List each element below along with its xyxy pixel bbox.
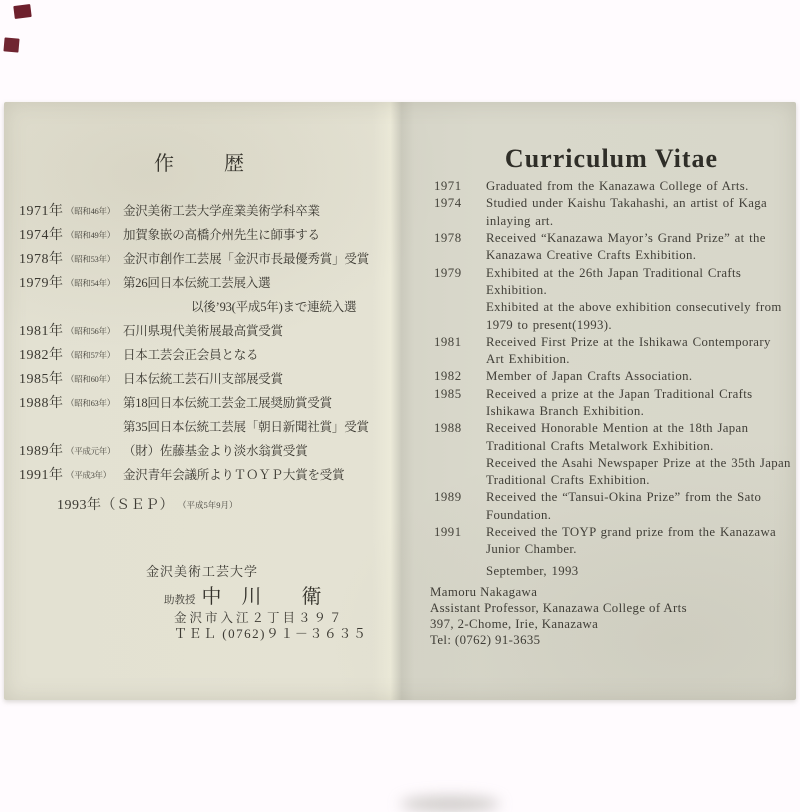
cv-entry-year: 1988 — [434, 421, 462, 436]
cv-entry-text: Exhibition. — [486, 282, 548, 297]
jp-entry-year: 1982年 — [19, 348, 64, 363]
jp-entry-text: 金沢青年会議所よりＴＯＹＰ大賞を受賞 — [123, 468, 345, 482]
cv-entry-text: Junior Chamber. — [486, 542, 577, 557]
cv-entry-text: Received First Prize at the Ishikawa Contemporary — [486, 334, 771, 349]
cv-footer-line: Tel: (0762) 91-3635 — [430, 633, 541, 647]
jp-entry-text: 第35回日本伝統工芸展「朝日新聞社賞」受賞 — [123, 420, 369, 434]
cv-footer-line: Assistant Professor, Kanazawa College of Arts — [430, 601, 688, 615]
jp-entry-year: 1981年 — [19, 324, 64, 339]
jp-entry-era: （平成元年） — [66, 446, 116, 456]
cv-entry-year: 1991 — [434, 525, 462, 540]
cv-entry-text: Foundation. — [486, 507, 552, 522]
cv-entry-text: Received “Kanazawa Mayor’s Grand Prize” at the — [486, 231, 766, 246]
cv-entry-line — [434, 351, 794, 368]
jp-date-main: 1993年（ＳＥＰ） — [57, 498, 174, 513]
cv-footer-line: 397, 2-Chome, Irie, Kanazawa — [430, 617, 599, 631]
jp-entry-text: 石川県現代美術展最高賞受賞 — [123, 324, 283, 338]
cv-footer-line: Mamoru Nakagawa — [430, 585, 538, 599]
jp-entry-text: 以後’93(平成5年)まで連続入選 — [191, 300, 357, 314]
jp-entry-era: （昭和53年） — [66, 254, 115, 264]
stamp-mark-icon — [13, 4, 31, 19]
jp-entry-year: 1979年 — [19, 276, 64, 291]
cv-entry-line — [434, 213, 794, 230]
jp-entry-list — [4, 198, 399, 486]
cv-entry-text: Art Exhibition. — [486, 352, 570, 367]
cv-entry-text: Received the “Tansui-Okina Prize” from the Sato — [486, 490, 762, 505]
cv-entry-line — [434, 386, 794, 403]
jp-entry-year: 1985年 — [19, 372, 64, 387]
jp-entry-line — [4, 438, 399, 462]
cv-entry-list — [434, 178, 794, 580]
jp-entry-line — [4, 246, 399, 270]
jp-entry-era: （昭和54年） — [66, 278, 115, 288]
cv-entry-line — [434, 230, 794, 247]
cv-entry-line — [434, 195, 794, 212]
jp-entry-line — [4, 366, 399, 390]
cv-entry-line — [434, 472, 794, 489]
jp-entry-era: （昭和60年） — [66, 374, 115, 384]
cv-entry-line — [434, 507, 794, 524]
cv-entry-line — [434, 563, 794, 580]
cv-entry-year: 1978 — [434, 231, 462, 246]
jp-page-title: 作歴 — [154, 153, 294, 175]
jp-footer-telephone: ＴＥＬ (0762)９１－３６３５ — [174, 626, 368, 641]
jp-entry-era — [66, 305, 123, 307]
jp-entry-year: 1991年 — [19, 468, 64, 483]
jp-entry-text: 金沢市創作工芸展「金沢市長最優秀賞」受賞 — [123, 252, 370, 266]
cv-entry-text: Exhibited at the 26th Japan Traditional Crafts — [486, 265, 742, 280]
cv-entry-text: Graduated from the Kanazawa College of Arts. — [486, 179, 749, 194]
jp-entry-era: （昭和57年） — [66, 350, 115, 360]
jp-entry-era — [66, 425, 123, 427]
cv-entry-text: Exhibited at the above exhibition consecutively from — [486, 300, 782, 315]
cv-entry-line — [434, 316, 794, 333]
cv-entry-line — [434, 541, 794, 558]
jp-entry-text: 金沢美術工芸大学産業美術学科卒業 — [123, 204, 320, 218]
cv-entry-text: Received the Asahi Newspaper Prize at the 35th Japan — [486, 455, 791, 470]
cv-entry-year: 1981 — [434, 334, 462, 349]
cv-entry-text: Traditional Crafts Exhibition. — [486, 473, 650, 488]
jp-footer-name: 中 川 衛 — [201, 586, 322, 608]
jp-entry-line — [4, 342, 399, 366]
jp-entry-text: 日本伝統工芸石川支部展受賞 — [123, 372, 283, 386]
cv-entry-line — [434, 299, 794, 316]
cv-entry-text: 1979 to present(1993). — [486, 317, 612, 332]
cv-entry-year: 1974 — [434, 196, 462, 211]
jp-entry-text: 加賀象嵌の高橋介州先生に師事する — [123, 228, 320, 242]
english-cv-page — [399, 102, 796, 700]
cv-entry-line — [434, 420, 794, 437]
cv-entry-text: September, 1993 — [486, 563, 579, 578]
jp-entry-line — [4, 294, 399, 318]
jp-entry-era: （平成3年） — [66, 470, 111, 480]
cv-entry-text: Received a prize at the Japan Traditional Crafts — [486, 386, 753, 401]
cv-entry-text: Traditional Crafts Metalwork Exhibition. — [486, 438, 714, 453]
jp-entry-text: （財）佐藤基金より淡水翁賞受賞 — [123, 444, 308, 458]
cv-entry-text: Received the TOYP grand prize from the Kanazawa — [486, 525, 777, 540]
cv-entry-year: 1979 — [434, 265, 462, 280]
cv-entry-text: Received Honorable Mention at the 18th Japan — [486, 421, 749, 436]
jp-entry-year: 1971年 — [19, 204, 64, 219]
jp-entry-year: 1974年 — [19, 228, 64, 243]
jp-entry-year: 1988年 — [19, 396, 64, 411]
jp-entry-era: （昭和56年） — [66, 326, 115, 336]
jp-entry-line — [4, 414, 399, 438]
jp-entry-text: 第18回日本伝統工芸金工展奨励賞受賞 — [123, 396, 332, 410]
cv-entry-text: inlaying art. — [486, 213, 554, 228]
jp-entry-era: （昭和46年） — [66, 206, 115, 216]
cv-entry-year: 1971 — [434, 179, 462, 194]
cv-entry-line — [434, 455, 794, 472]
cv-entry-text: Studied under Kaishu Takahashi, an artist of Kaga — [486, 196, 768, 211]
cv-footer-block — [430, 584, 687, 648]
stamp-mark-icon — [3, 37, 19, 52]
cv-entry-text: Ishikawa Branch Exhibition. — [486, 404, 645, 418]
cv-page-title: Curriculum Vitae — [504, 144, 719, 173]
cv-entry-line — [434, 368, 794, 385]
cv-entry-line — [434, 178, 794, 195]
cv-entry-line — [434, 437, 794, 454]
cv-entry-text: Member of Japan Crafts Association. — [486, 369, 693, 384]
cv-entry-year: 1989 — [434, 490, 462, 505]
jp-entry-era: （昭和49年） — [66, 230, 115, 240]
jp-entry-line — [4, 198, 399, 222]
fold-shadow — [400, 796, 500, 812]
jp-footer-organization: 金沢美術工芸大学 — [146, 564, 259, 579]
scanned-cv-booklet — [4, 102, 796, 700]
jp-date-line — [57, 494, 238, 514]
jp-footer-role: 助教授 — [164, 595, 196, 606]
jp-footer-address: 金沢市入江２丁目３９７ — [174, 611, 345, 625]
cv-entry-year: 1982 — [434, 369, 462, 384]
jp-entry-text: 第26回日本伝統工芸展入選 — [123, 276, 271, 290]
cv-entry-line — [434, 247, 794, 264]
cv-entry-line — [434, 403, 794, 420]
japanese-history-page — [4, 102, 399, 700]
jp-entry-era: （昭和63年） — [66, 398, 115, 408]
jp-entry-line — [4, 270, 399, 294]
cv-entry-line — [434, 264, 794, 281]
jp-entry-line — [4, 222, 399, 246]
cv-entry-year: 1985 — [434, 386, 462, 401]
jp-entry-year: 1978年 — [19, 252, 64, 267]
cv-entry-line — [434, 282, 794, 299]
cv-entry-line — [434, 334, 794, 351]
jp-entry-line — [4, 390, 399, 414]
jp-entry-year: 1989年 — [19, 444, 64, 459]
jp-date-era: （平成5年9月） — [178, 500, 238, 510]
cv-entry-line — [434, 524, 794, 541]
cv-entry-text: Kanazawa Creative Crafts Exhibition. — [486, 248, 697, 263]
jp-entry-text: 日本工芸会正会員となる — [123, 348, 259, 362]
jp-footer-name-row — [164, 580, 322, 609]
jp-entry-line — [4, 318, 399, 342]
jp-entry-line — [4, 462, 399, 486]
cv-entry-line — [434, 489, 794, 506]
